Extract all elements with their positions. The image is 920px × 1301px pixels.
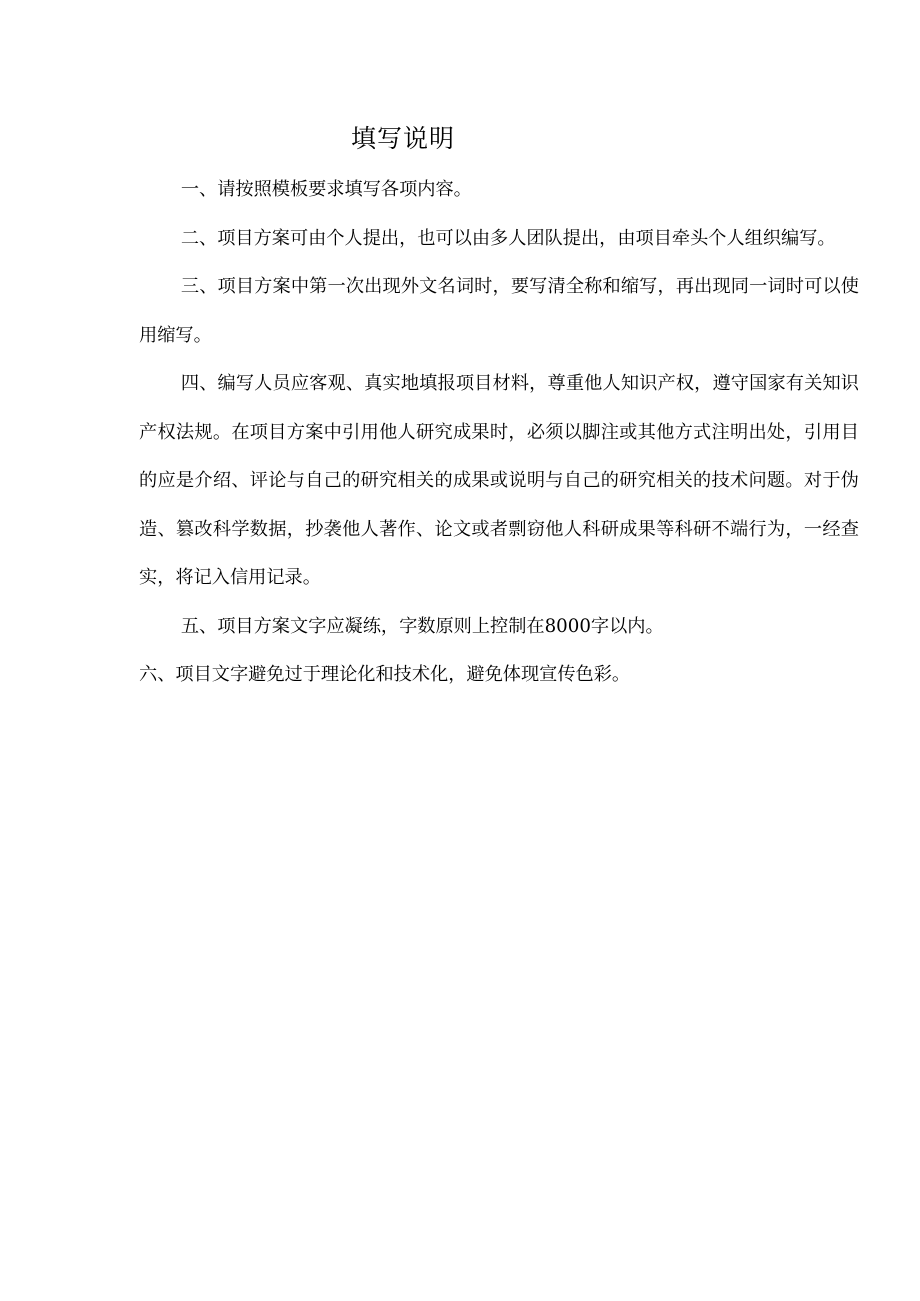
page-title: 填写说明 (350, 124, 455, 153)
instruction-paragraph-5: 五、项目方案文字应凝练，字数原则上控制在8000字以内。 (180, 615, 664, 637)
instruction-paragraph-2: 二、项目方案可由个人提出，也可以由多人团队提出，由项目牵头个人组织编写。 (180, 227, 836, 249)
instruction-paragraph-4: 四、编写人员应客观、真实地填报项目材料，尊重他人知识产权，遵守国家有关知识产权法规。在项目方案中引用他人研究成果时，必须以脚注或其他方式注明出处，引用目的应是介绍、评论与自己的研究相关的成果或说明与自己的研究相关的技术问题。对于伪造、篡改科学数据，抄袭他人著作、论文或者剽窃他人科研成果等科研不端行为，一经查实，将记入信用记录。 (139, 373, 859, 588)
instruction-paragraph-3: 三、项目方案中第一次出现外文名词时，要写清全称和缩写，再出现同一词时可以使用缩写。 (139, 276, 859, 346)
instruction-paragraph-1: 一、请按照模板要求填写各项内容。 (180, 179, 472, 200)
instructions-body (139, 166, 859, 700)
instruction-paragraph-6: 六、项目文字避免过于理论化和技术化，避免体现宣传色彩。 (139, 664, 631, 685)
